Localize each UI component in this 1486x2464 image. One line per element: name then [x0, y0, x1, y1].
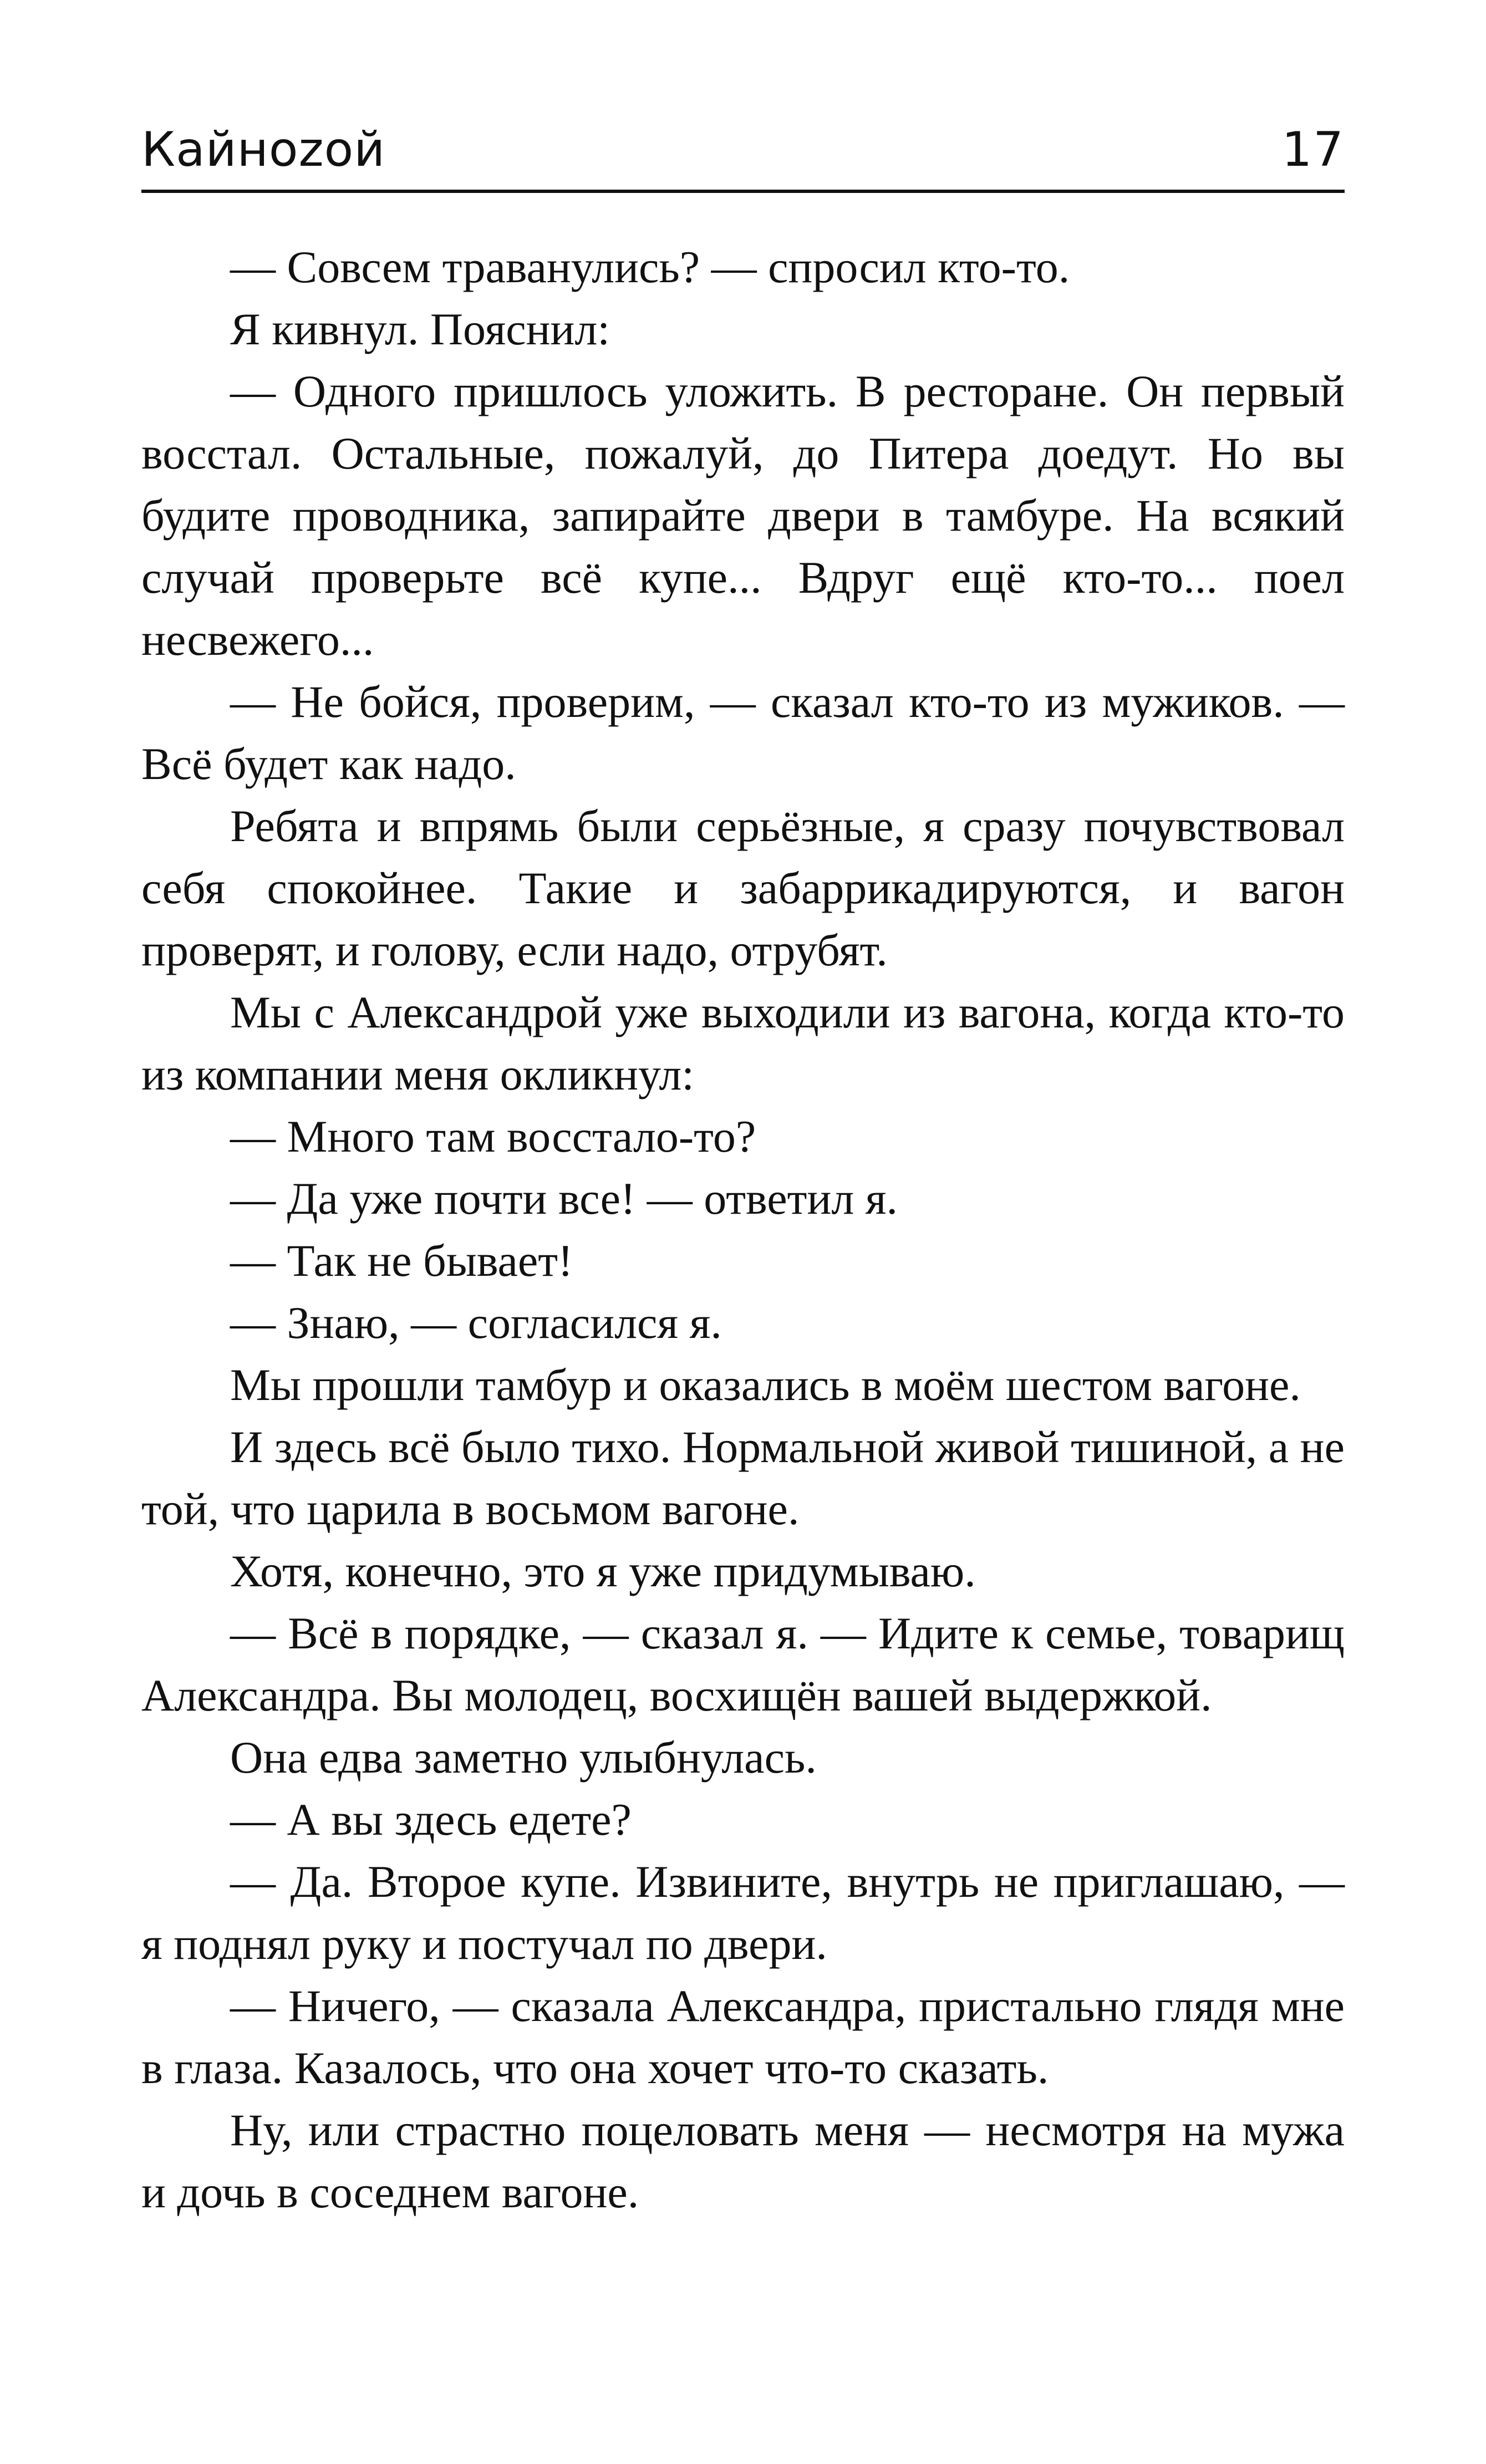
paragraph: — Всё в порядке, — сказал я. — Идите к семье, товарищ Александра. Вы молодец, восхищён вашей выдержкой. — [141, 1608, 1345, 1720]
book-page — [141, 122, 1345, 2223]
paragraph: Я кивнул. Пояснил: — [230, 304, 610, 354]
paragraph: Она едва заметно улыбнулась. — [230, 1732, 817, 1783]
paragraph: — Одного пришлось уложить. В ресторане. Он первый восстал. Остальные, пожалуй, до Питера доедут. Но вы будите проводника, запирайте двери в тамбуре. На всякий случай проверьте всё купе... Вдруг ещё кто-то... поел несвежего... — [141, 366, 1345, 665]
paragraph: — Да. Второе купе. Извините, внутрь не приглашаю, — я поднял руку и постучал по двери. — [141, 1856, 1345, 1969]
paragraph: — Знаю, — согласился я. — [230, 1297, 722, 1348]
paragraph: И здесь всё было тихо. Нормальной живой тишиной, а не той, что царила в восьмом вагоне. — [141, 1422, 1345, 1534]
running-title: Кайноzой — [141, 122, 386, 177]
paragraph: — А вы здесь едете? — [230, 1794, 632, 1845]
paragraph: Ну, или страстно поцеловать меня — несмотря на мужа и дочь в соседнем вагоне. — [141, 2105, 1345, 2217]
paragraph: — Так не бывает! — [230, 1235, 573, 1286]
running-header — [141, 122, 1345, 193]
paragraph: — Много там восстало-то? — [230, 1111, 756, 1162]
page-body — [141, 236, 1345, 2223]
page-number: 17 — [1281, 122, 1345, 177]
paragraph: — Не бойся, проверим, — сказал кто-то из мужиков. — Всё будет как надо. — [141, 676, 1345, 789]
paragraph: Хотя, конечно, это я уже придумываю. — [230, 1546, 976, 1596]
paragraph: Мы с Александрой уже выходили из вагона, когда кто-то из компании меня окликнул: — [141, 987, 1345, 1099]
paragraph: — Совсем траванулись? — спросил кто-то. — [230, 242, 1070, 292]
paragraph: — Да уже почти все! — ответил я. — [230, 1173, 898, 1224]
paragraph: Ребята и впрямь были серьёзные, я сразу почувствовал себя спокойнее. Такие и забаррикадируются, и вагон проверят, и голову, если надо, отрубят. — [141, 801, 1345, 975]
paragraph: — Ничего, — сказала Александра, пристально глядя мне в глаза. Казалось, что она хочет что-то сказать. — [141, 1981, 1345, 2093]
paragraph: Мы прошли тамбур и оказались в моём шестом вагоне. — [230, 1360, 1301, 1410]
